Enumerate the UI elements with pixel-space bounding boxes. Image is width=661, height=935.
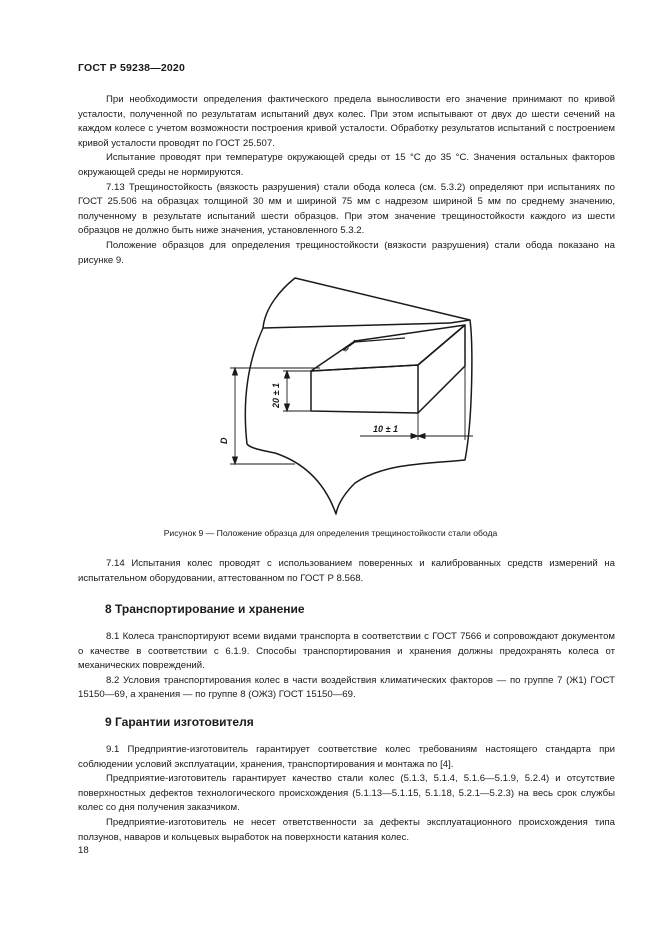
paragraph: 8.1 Колеса транспортируют всеми видами транспорта в соответствии с ГОСТ 7566 и сопровождают документом о качестве в соответствии с 6.1.9. Способы транспортирования и хранения должны предохранять колеса от механических повреждений. [78, 631, 615, 672]
page-number: 18 [78, 845, 89, 856]
dimension-width-label: 10 ± 1 [373, 424, 398, 434]
specimen-top [311, 325, 465, 371]
paragraph: При необходимости определения фактического предела выносливости его значение принимают по кривой усталости, полученной по результатам испытаний двух колес. При этом испытывают от двух до шести сечений на каждом колесе с учетом возможности построения кривой усталости. Обработку результатов испытаний с построением кривой усталости проводят по ГОСТ 25.507. [78, 94, 615, 149]
specimen-front [311, 365, 418, 413]
intro-text [78, 93, 615, 268]
section-9-title: 9 Гарантии изготовителя [105, 715, 254, 729]
paragraph: Предприятие-изготовитель гарантирует качество стали колес (5.1.3, 5.1.4, 5.1.6—5.1.9, 5.2.4) и отсутствие поверхностных дефектов технологического происхождения (5.1.13—5.1.15, 5.1.18, 5.2.1—5.2.3) на весь срок службы колес со дня получения заказчиком. [78, 773, 615, 814]
paragraph-7-14-block [78, 557, 615, 586]
rim-edge-line [263, 323, 450, 328]
paragraph: Испытание проводят при температуре окружающей среды от 15 °С до 35 °С. Значения остальных факторов окружающей среды не нормируются. [78, 152, 615, 178]
paragraph: 8.2 Условия транспортирования колес в части воздействия климатических факторов — по группе 7 (Ж1) ГОСТ 15150—69, а хранения — по группе 8 (ОЖ3) ГОСТ 15150—69. [78, 674, 615, 701]
document-header: ГОСТ Р 59238—2020 [78, 62, 186, 74]
dimension-height-label: 20 ± 1 [271, 383, 281, 408]
specimen-notch [343, 338, 405, 350]
section-8-title: 8 Транспортирование и хранение [105, 602, 305, 616]
section-9-text [78, 743, 615, 845]
section-8-text [78, 630, 615, 703]
specimen-side [418, 325, 465, 413]
rim-specimen-figure [205, 268, 490, 518]
paragraph: 7.14 Испытания колес проводят с использованием поверенных и калиброванных средств измерений на испытательном оборудовании, аттестованном по ГОСТ Р 8.568. [78, 558, 615, 584]
paragraph: 9.1 Предприятие-изготовитель гарантирует соответствие колес требованиям настоящего стандарта при соблюдении условий эксплуатации, хранения, транспортирования и монтажа по [4]. [78, 744, 615, 770]
dimension-d-label: D [219, 437, 229, 444]
paragraph: 7.13 Трещиностойкость (вязкость разрушения) стали обода колеса (см. 5.3.2) определяют при испытаниях по ГОСТ 25.506 на образцах толщиной 30 мм и шириной 75 мм с надрезом шириной 5 мм по среднему значению, полученному в результате испытаний шести образцов. При этом значение трещиностойкости каждого из шести образцов не должно быть ниже значения, установленного 5.3.2. [78, 181, 615, 237]
figure-caption: Рисунок 9 — Положение образца для определения трещиностойкости стали обода [163, 528, 498, 538]
paragraph: Предприятие-изготовитель не несет ответственности за дефекты эксплуатационного происхождения типа ползунов, наваров и кольцевых выработок на поверхности катания колес. [78, 816, 615, 843]
paragraph: Положение образцов для определения трещиностойкости (вязкости разрушения) стали обода показано на рисунке 9. [78, 239, 615, 266]
